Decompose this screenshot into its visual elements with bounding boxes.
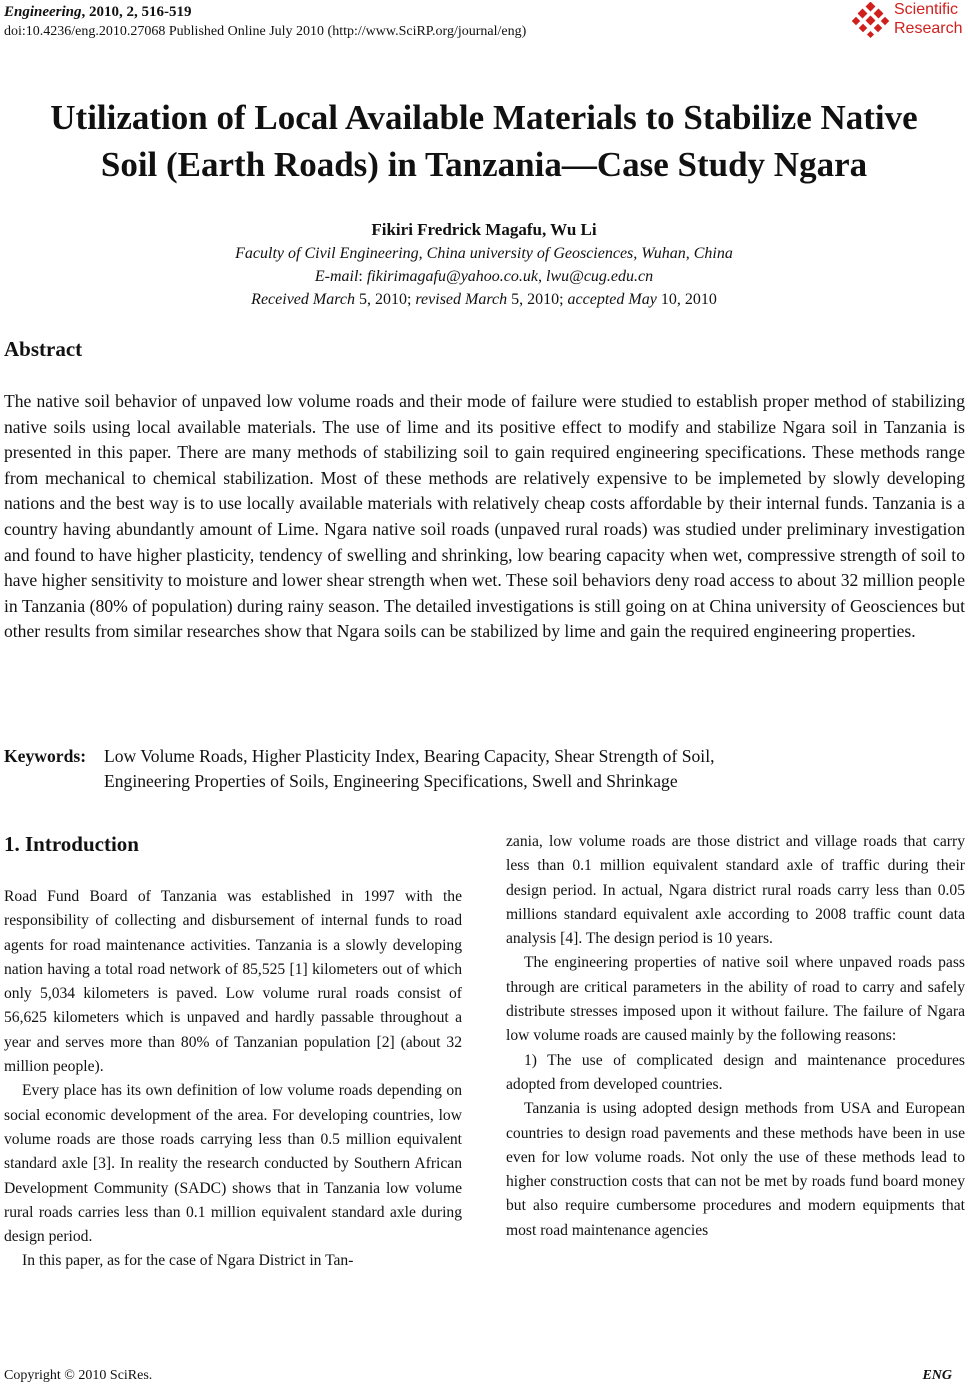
paragraph: Tanzania is using adopted design methods from USA and European countries to design road pavements and these methods have been in use even for low volume roads. Not only the use of these methods lead to higher construction costs that can not be met by roads fund board money but also require cumbersome procedures and modern equipments that most road maintenance agencies xyxy=(506,1100,965,1239)
email-value: fikirimagafu@yahoo.co.uk, lwu@cug.edu.cn xyxy=(366,268,654,285)
paragraph: 1) The use of complicated design and maintenance procedures adopted from developed countries. xyxy=(506,1051,965,1093)
paragraph: In this paper, as for the case of Ngara District in Tan- xyxy=(22,1252,354,1270)
paragraph: Every place has its own definition of low volume roads depending on social economic development of the area. For developing countries, low volume roads are those roads carrying less than 0.5 million equivalent standard axle [3]. In reality the research conducted by Southern African Development Community (SADC) shows that in Tanzania low volume rural roads carries less than 0.1 million equivalent standard axle during design period. xyxy=(4,1082,462,1246)
doi-line: doi:10.4236/eng.2010.27068 Published Online July 2010 (http://www.SciRP.org/journal/eng) xyxy=(4,24,527,39)
keywords-line1: Low Volume Roads, Higher Plasticity Index, Bearing Capacity, Shear Strength of Soil, xyxy=(104,746,715,766)
email-line: E-mail: fikirimagafu@yahoo.co.uk, lwu@cug.edu.cn xyxy=(314,268,654,285)
journal-abbreviation: ENG xyxy=(922,1368,952,1383)
publisher-logo-mark-icon xyxy=(852,2,892,42)
publisher-logo xyxy=(852,0,968,44)
left-column xyxy=(4,885,462,1274)
section-heading-introduction: 1. Introduction xyxy=(4,832,139,856)
paragraph: Road Fund Board of Tanzania was established in 1997 with the responsibility of collecting and disbursement of internal funds to road agents for road maintenance activities. Tanzania is a slowly developing nation having a total road network of 85,525 [1] kilometers out of which only 5,034 kilometers is paved. Low volume rural roads consist of 56,625 kilometers which is unpaved and hardly passable throughout a year and serves more than 80% of Tanzanian population [2] (about 32 million people). xyxy=(4,888,462,1076)
authors: Fikiri Fredrick Magafu, Wu Li xyxy=(371,220,597,239)
abstract-text: The native soil behavior of unpaved low volume roads and their mode of failure were studied to establish proper method of stabilizing native soils using local available materials. The use of lime and its positive effect to modify and stabilize Ngara soil in Tanzania is presented in this paper. There are many methods of stabilizing soil to gain required engineering specifications. These methods range from mechanical to chemical stabilization. Most of these methods are relatively expensive to be implemeted by slowly developing nations and the best way is to use locally available materials with relatively cheap costs affordable by their internal funds. Tanzania is a country having abundantly amount of Lime. Ngara native soil roads (unpaved rural roads) was studied under preliminary investigation and found to have higher plasticity, tendency of swelling and shrinking, low bearing capacity when wet, compressive strength of soil to have higher sensitivity to moisture and lower shear strength when wet. These soil behaviors deny road access to about 32 million people in Tanzania (80% of population) during rainy season. The detailed investigations is still going on at China university of Geosciences but other results from similar researches show that Ngara soils can be stabilized by lime and gain the required engineering properties. xyxy=(4,391,965,642)
keywords xyxy=(4,744,714,794)
paragraph: zania, low volume roads are those district and village roads that carry less than 0.1 million equivalent standard axle of traffic during their design period. In actual, Ngara district rural roads carry less than 0.05 millions standard equivalent axle according to 2008 traffic count data analysis [4]. The design period is 10 years. xyxy=(506,833,965,948)
dates-line: Received March 5, 2010; revised March 5, 2010; accepted May 10, 2010 xyxy=(251,291,717,308)
affiliation-block xyxy=(0,242,968,311)
publisher-logo-text: Scientific Research xyxy=(894,1,963,37)
keywords-line2: Engineering Properties of Soils, Engineering Specifications, Swell and Shrinkage xyxy=(104,771,678,791)
affiliation: Faculty of Civil Engineering, China university of Geosciences, Wuhan, China xyxy=(235,245,733,262)
journal-header xyxy=(4,2,526,42)
paragraph: The engineering properties of native soil where unpaved roads pass through are critical parameters in the ability of road to carry and safely distribute stresses imposed upon it without failure. The failure of Ngara low volume roads are caused mainly by the following reasons: xyxy=(506,954,965,1045)
right-column xyxy=(506,830,965,1243)
journal-name: Engineering xyxy=(4,4,82,20)
paper-title: Utilization of Local Available Materials to Stabilize Native Soil (Earth Roads) in Tanzania—Case Study Ngara xyxy=(50,98,918,184)
copyright: Copyright © 2010 SciRes. xyxy=(4,1368,153,1383)
abstract-heading: Abstract xyxy=(4,337,83,361)
journal-volume: , 2010, 2, 516-519 xyxy=(81,4,192,20)
keywords-label: Keywords: xyxy=(4,746,87,766)
